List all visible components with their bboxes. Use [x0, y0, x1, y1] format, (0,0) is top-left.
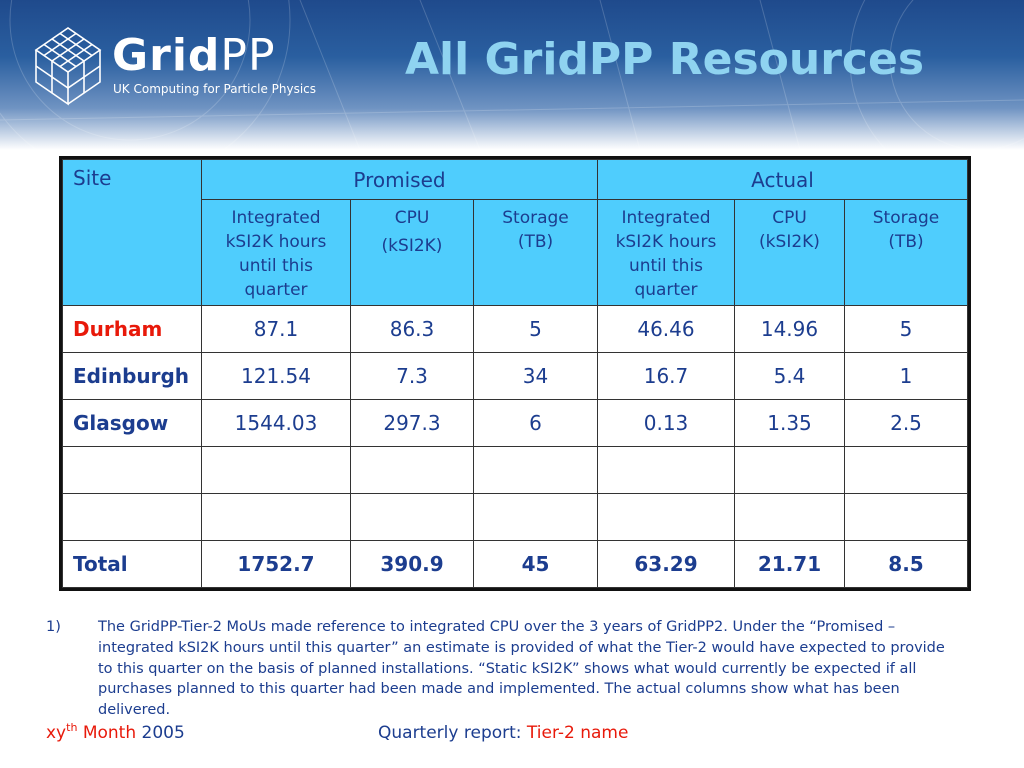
- actual-storage-header-line: (TB): [888, 232, 924, 252]
- gridpp-logo: [28, 20, 108, 114]
- actual-cpu-cell: [735, 494, 845, 541]
- promised-storage-cell: [474, 494, 598, 541]
- promised-cpu-total: 390.9: [351, 541, 474, 588]
- actual-storage-cell: [845, 494, 968, 541]
- footnote-number: 1): [46, 619, 61, 635]
- table-row: [63, 353, 968, 400]
- site-cell: [63, 494, 202, 541]
- promised-hours-cell: 1544.03: [202, 400, 351, 447]
- actual-storage-cell: 5: [845, 306, 968, 353]
- actual-storage-cell: [845, 447, 968, 494]
- promised-cpu-cell: 86.3: [351, 306, 474, 353]
- table-total-row: [63, 541, 968, 588]
- promised-storage-cell: [474, 447, 598, 494]
- actual-cpu-total: 21.71: [735, 541, 845, 588]
- actual-cpu-header-line: CPU: [772, 208, 807, 228]
- promised-storage-header-line: Storage: [502, 208, 569, 228]
- site-cell: Glasgow: [63, 400, 202, 447]
- actual-group-header: Actual: [598, 160, 968, 200]
- promised-hours-header-line: Integrated: [231, 208, 321, 228]
- actual-cpu-cell: 5.4: [735, 353, 845, 400]
- actual-hours-header-line: Integrated: [621, 208, 711, 228]
- site-cell: Total: [63, 541, 202, 588]
- promised-hours-total: 1752.7: [202, 541, 351, 588]
- promised-hours-cell: [202, 494, 351, 541]
- promised-storage-total: 45: [474, 541, 598, 588]
- actual-storage-header: [845, 200, 968, 306]
- promised-storage-cell: 34: [474, 353, 598, 400]
- promised-cpu-header-line: CPU: [394, 208, 430, 228]
- actual-hours-cell: 0.13: [598, 400, 735, 447]
- promised-hours-cell: 121.54: [202, 353, 351, 400]
- actual-cpu-cell: 14.96: [735, 306, 845, 353]
- logo-wordmark: [112, 30, 276, 81]
- footer-date-month: Month: [82, 723, 137, 743]
- promised-cpu-cell: 297.3: [351, 400, 474, 447]
- page-title: All GridPP Resources: [405, 34, 925, 85]
- actual-hours-header-line: until this: [628, 256, 704, 276]
- actual-storage-header-line: Storage: [872, 208, 940, 228]
- actual-cpu-header-line: (kSI2K): [759, 232, 820, 252]
- header-banner: [0, 0, 1024, 150]
- promised-cpu-cell: [351, 447, 474, 494]
- promised-storage-cell: 6: [474, 400, 598, 447]
- logo-pp-text: PP: [220, 30, 276, 81]
- site-cell: [63, 447, 202, 494]
- site-cell: Edinburgh: [63, 353, 202, 400]
- promised-cpu-cell: 7.3: [351, 353, 474, 400]
- promised-group-header: Promised: [202, 160, 598, 200]
- footer-date-year: 2005: [141, 723, 185, 743]
- promised-hours-cell: 87.1: [202, 306, 351, 353]
- promised-cpu-cell: [351, 494, 474, 541]
- footer-date: [46, 723, 185, 743]
- footer-date-sup: th: [66, 721, 78, 734]
- promised-cpu-header: [351, 200, 474, 306]
- actual-hours-cell: 46.46: [598, 306, 735, 353]
- actual-cpu-header: [735, 200, 845, 306]
- table-row: [63, 306, 968, 353]
- footer-date-xy: xy: [46, 723, 67, 743]
- actual-hours-total: 63.29: [598, 541, 735, 588]
- promised-storage-cell: 5: [474, 306, 598, 353]
- logo-grid-text: Grid: [112, 30, 221, 81]
- actual-cpu-cell: 1.35: [735, 400, 845, 447]
- actual-storage-cell: 1: [845, 353, 968, 400]
- site-column-header: Site: [63, 160, 202, 306]
- grid-mesh-icon: [28, 20, 108, 110]
- actual-cpu-cell: [735, 447, 845, 494]
- footer-report: [378, 723, 628, 743]
- promised-hours-header-line: until this: [238, 256, 314, 276]
- table-row-empty: [63, 494, 968, 541]
- actual-hours-cell: 16.7: [598, 353, 735, 400]
- promised-hours-header: [202, 200, 351, 306]
- actual-storage-cell: 2.5: [845, 400, 968, 447]
- promised-storage-header: [474, 200, 598, 306]
- site-cell: Durham: [63, 306, 202, 353]
- actual-hours-header-line: quarter: [634, 280, 698, 300]
- actual-storage-total: 8.5: [845, 541, 968, 588]
- actual-hours-cell: [598, 494, 735, 541]
- promised-hours-cell: [202, 447, 351, 494]
- actual-hours-header-line: kSI2K hours: [615, 232, 717, 252]
- footnote-text: The GridPP-Tier-2 MoUs made reference to integrated CPU over the 3 years of GridPP2. Under the “Promised – integrated kSI2K hours until this quarter” an estimate is provided of what the Tier-2 would have expected to provide to this quarter on the basis of planned installations. “Static kSI2K” shows what would currently be expected if all purchases planned to this quarter had been made and implemented. The actual columns show what has been delivered.: [98, 619, 945, 719]
- actual-hours-cell: [598, 447, 735, 494]
- footer-report-name: Tier-2 name: [526, 723, 629, 743]
- table-header-row: [63, 160, 968, 200]
- promised-hours-header-line: kSI2K hours: [225, 232, 327, 252]
- promised-storage-header-line: (TB): [517, 232, 554, 252]
- actual-hours-header: [598, 200, 735, 306]
- logo-tagline: UK Computing for Particle Physics: [113, 82, 317, 96]
- resources-table: [59, 156, 971, 591]
- table-row: [63, 400, 968, 447]
- footer-report-label: Quarterly report:: [378, 723, 522, 743]
- promised-hours-header-line: quarter: [244, 280, 308, 300]
- promised-cpu-header-line: (kSI2K): [381, 236, 443, 256]
- table-row-empty: [63, 447, 968, 494]
